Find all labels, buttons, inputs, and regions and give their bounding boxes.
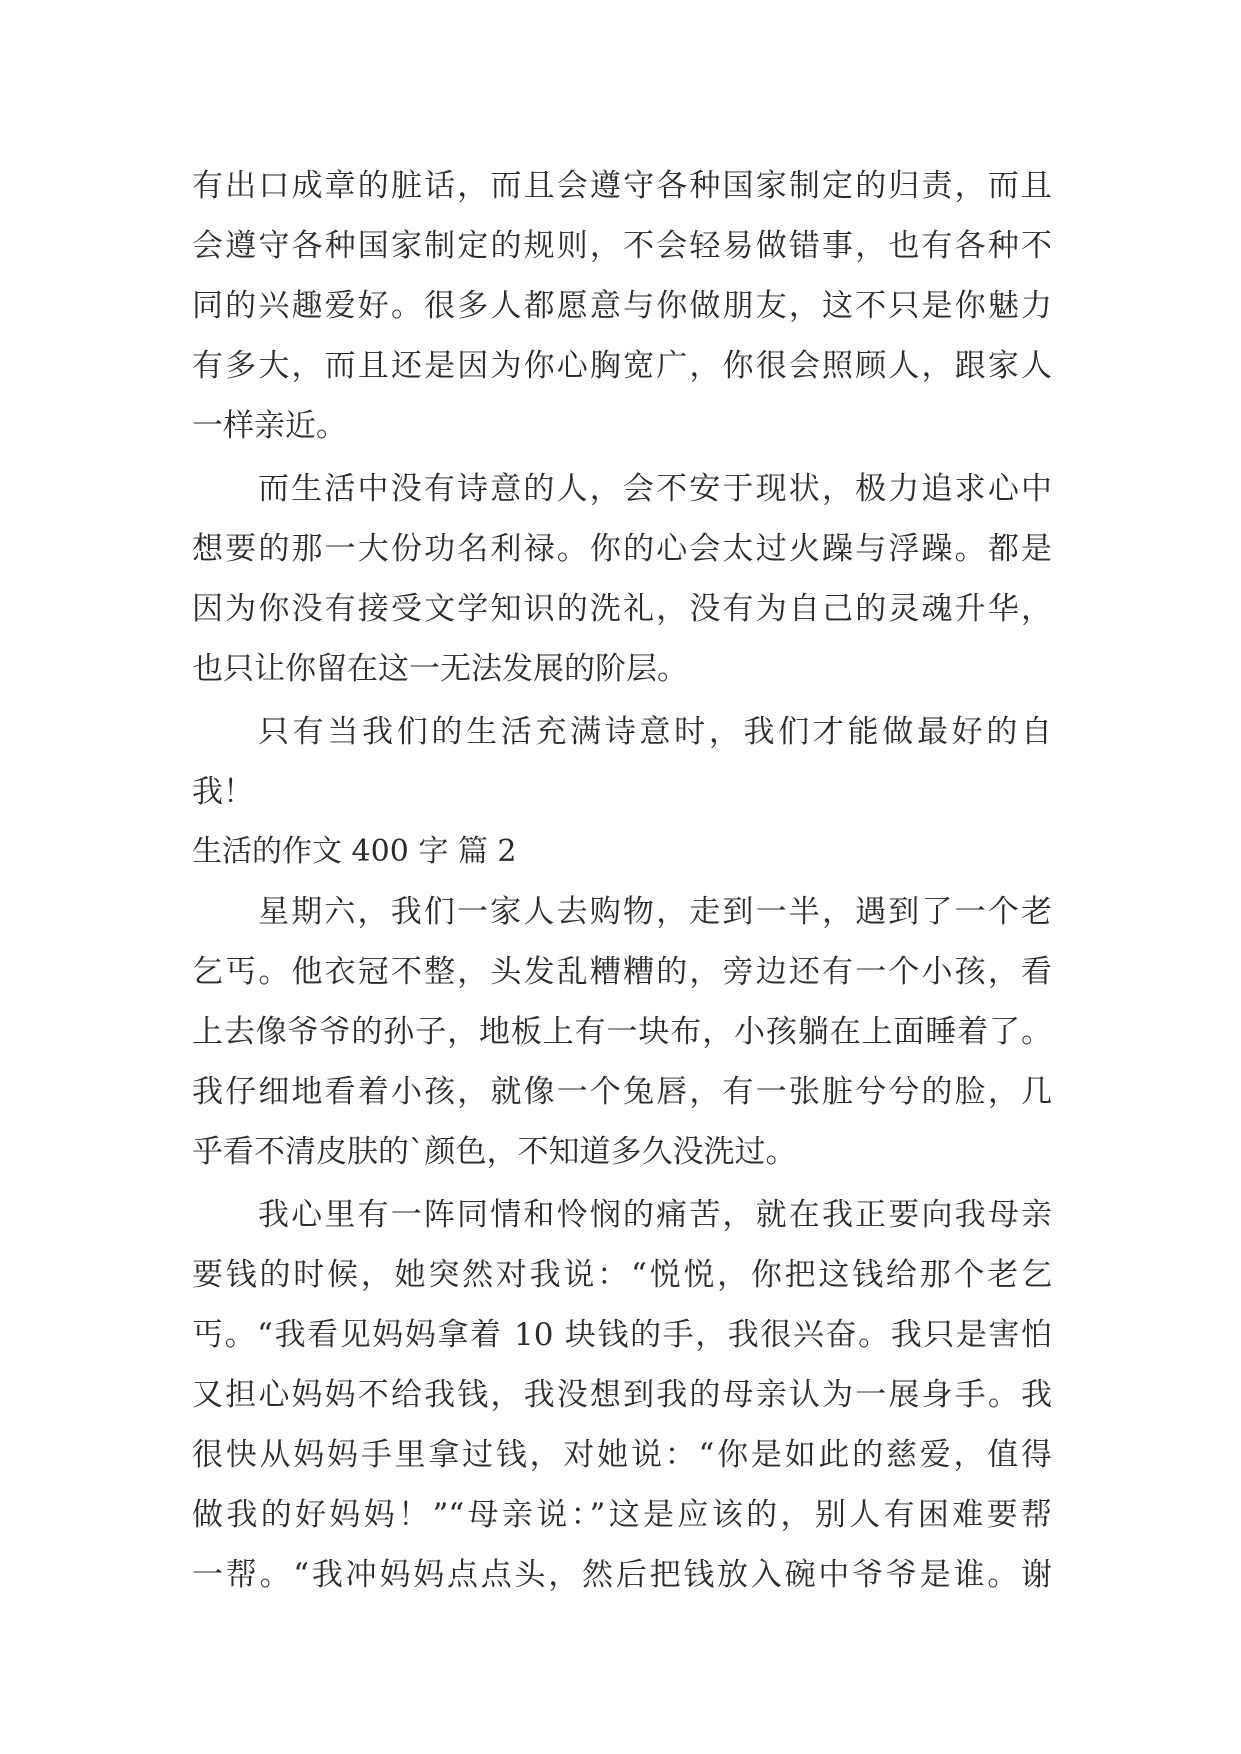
section-heading: 生活的作文 400 字 篇 2 xyxy=(192,834,517,869)
paragraph-first-line: 只有当我们的生活充满诗意时，我们才能做最好的自 xyxy=(258,714,1052,750)
text-line: 会遵守各种国家制定的规则，不会轻易做错事，也有各种不 xyxy=(192,228,1052,264)
text-line: 一帮。“我冲妈妈点点头，然后把钱放入碗中爷爷是谁。谢 xyxy=(192,1557,1052,1593)
text-line: 做我的好妈妈！”“母亲说：”这是应该的，别人有困难要帮 xyxy=(192,1497,1052,1533)
text-line: 我仔细地看着小孩，就像一个兔唇，有一张脏兮兮的脸，几 xyxy=(192,1074,1052,1110)
paragraph-first-line: 而生活中没有诗意的人，会不安于现状，极力追求心中 xyxy=(258,471,1052,507)
text-line: 同的兴趣爱好。很多人都愿意与你做朋友，这不只是你魅力 xyxy=(192,288,1052,324)
text-line: 乞丐。他衣冠不整，头发乱糟糟的，旁边还有一个小孩，看 xyxy=(192,954,1052,990)
text-line: 一样亲近。 xyxy=(192,408,347,444)
text-line: 我！ xyxy=(192,774,254,810)
text-line: 要钱的时候，她突然对我说：“悦悦，你把这钱给那个老乞 xyxy=(192,1257,1052,1293)
text-line: 有出口成章的脏话，而且会遵守各种国家制定的归责，而且 xyxy=(192,168,1052,204)
text-line: 上去像爷爷的孙子，地板上有一块布，小孩躺在上面睡着了。 xyxy=(192,1014,1052,1050)
text-line: 也只让你留在这一无法发展的阶层。 xyxy=(192,651,688,687)
paragraph-first-line: 星期六，我们一家人去购物，走到一半，遇到了一个老 xyxy=(258,894,1052,930)
text-line: 有多大，而且还是因为你心胸宽广，你很会照顾人，跟家人 xyxy=(192,348,1052,384)
paragraph-first-line: 我心里有一阵同情和怜悯的痛苦，就在我正要向我母亲 xyxy=(258,1197,1052,1233)
text-line: 丐。“我看见妈妈拿着 10 块钱的手，我很兴奋。我只是害怕 xyxy=(192,1317,1052,1353)
text-line: 很快从妈妈手里拿过钱，对她说：“你是如此的慈爱，值得 xyxy=(192,1437,1052,1473)
text-line: 想要的那一大份功名利禄。你的心会太过火躁与浮躁。都是 xyxy=(192,531,1052,567)
text-line: 乎看不清皮肤的`颜色，不知道多久没洗过。 xyxy=(192,1134,797,1170)
text-line: 又担心妈妈不给我钱，我没想到我的母亲认为一展身手。我 xyxy=(192,1377,1052,1413)
text-line: 因为你没有接受文学知识的洗礼，没有为自己的灵魂升华， xyxy=(192,591,1052,627)
